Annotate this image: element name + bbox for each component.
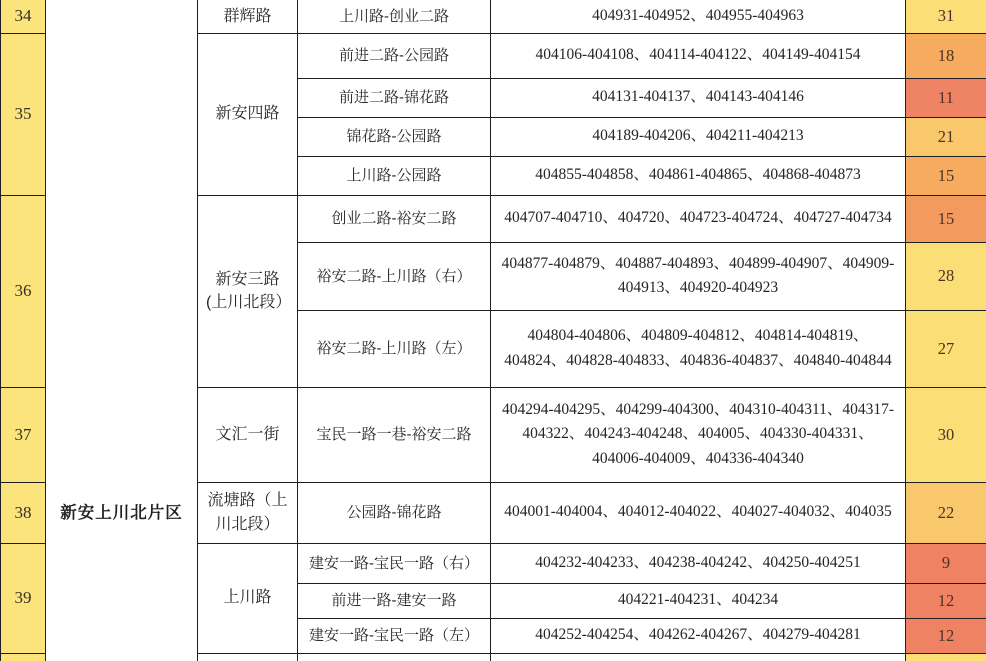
count-cell: 15 <box>906 195 986 242</box>
number-ranges-cell: 404877-404879、404887-404893、404899-404907、404909-404913、404920-404923 <box>491 242 906 310</box>
segment-cell: 前进二路-锦花路 <box>298 78 491 117</box>
count-cell: 21 <box>906 117 986 156</box>
number-ranges-cell: 404189-404206、404211-404213 <box>491 117 906 156</box>
count-cell: 18 <box>906 33 986 78</box>
number-ranges-cell: 404106-404108、404114-404122、404149-404154 <box>491 33 906 78</box>
district-cell: 新安上川北片区 <box>46 0 198 661</box>
road-cell <box>198 653 298 661</box>
number-ranges-cell <box>491 653 906 661</box>
segment-cell: 创业二路-裕安二路 <box>298 195 491 242</box>
road-cell: 文汇一街 <box>198 387 298 482</box>
count-cell <box>906 653 986 661</box>
count-cell: 30 <box>906 387 986 482</box>
count-cell: 11 <box>906 78 986 117</box>
segment-cell: 宝民一路一巷-裕安二路 <box>298 387 491 482</box>
row-index-cell: 38 <box>1 482 46 543</box>
segment-cell: 公园路-锦花路 <box>298 482 491 543</box>
segment-cell <box>298 653 491 661</box>
road-cell: 流塘路（上川北段） <box>198 482 298 543</box>
segment-cell: 前进一路-建安一路 <box>298 583 491 618</box>
number-ranges-cell: 404931-404952、404955-404963 <box>491 0 906 33</box>
segment-cell: 锦花路-公园路 <box>298 117 491 156</box>
row-index-cell: 37 <box>1 387 46 482</box>
count-cell: 31 <box>906 0 986 33</box>
number-ranges-cell: 404855-404858、404861-404865、404868-404873 <box>491 156 906 195</box>
segment-cell: 裕安二路-上川路（右） <box>298 242 491 310</box>
segment-cell: 裕安二路-上川路（左） <box>298 310 491 387</box>
number-ranges-cell: 404707-404710、404720、404723-404724、404727-404734 <box>491 195 906 242</box>
row-index-cell <box>1 653 46 661</box>
number-ranges-cell: 404221-404231、404234 <box>491 583 906 618</box>
number-ranges-cell: 404252-404254、404262-404267、404279-404281 <box>491 618 906 653</box>
number-ranges-cell: 404294-404295、404299-404300、404310-404311、404317-404322、404243-404248、404005、404330-404331、404006-404009、404336-404340 <box>491 387 906 482</box>
number-ranges-cell: 404001-404004、404012-404022、404027-404032、404035 <box>491 482 906 543</box>
count-cell: 15 <box>906 156 986 195</box>
road-cell: 上川路 <box>198 543 298 653</box>
count-cell: 28 <box>906 242 986 310</box>
row-index-cell: 36 <box>1 195 46 387</box>
table-row <box>1 0 986 33</box>
segment-cell: 上川路-公园路 <box>298 156 491 195</box>
number-ranges-cell: 404131-404137、404143-404146 <box>491 78 906 117</box>
number-ranges-cell: 404804-404806、404809-404812、404814-404819、404824、404828-404833、404836-404837、404840-404844 <box>491 310 906 387</box>
count-cell: 22 <box>906 482 986 543</box>
count-cell: 27 <box>906 310 986 387</box>
row-index-cell: 34 <box>1 0 46 33</box>
segment-cell: 建安一路-宝民一路（右） <box>298 543 491 583</box>
count-cell: 12 <box>906 583 986 618</box>
row-index-cell: 39 <box>1 543 46 653</box>
count-cell: 9 <box>906 543 986 583</box>
count-cell: 12 <box>906 618 986 653</box>
segment-cell: 建安一路-宝民一路（左） <box>298 618 491 653</box>
row-index-cell: 35 <box>1 33 46 195</box>
road-cell: 群辉路 <box>198 0 298 33</box>
segment-cell: 上川路-创业二路 <box>298 0 491 33</box>
road-cell: 新安四路 <box>198 33 298 195</box>
road-cell: 新安三路(上川北段） <box>198 195 298 387</box>
segment-cell: 前进二路-公园路 <box>298 33 491 78</box>
number-ranges-cell: 404232-404233、404238-404242、404250-404251 <box>491 543 906 583</box>
